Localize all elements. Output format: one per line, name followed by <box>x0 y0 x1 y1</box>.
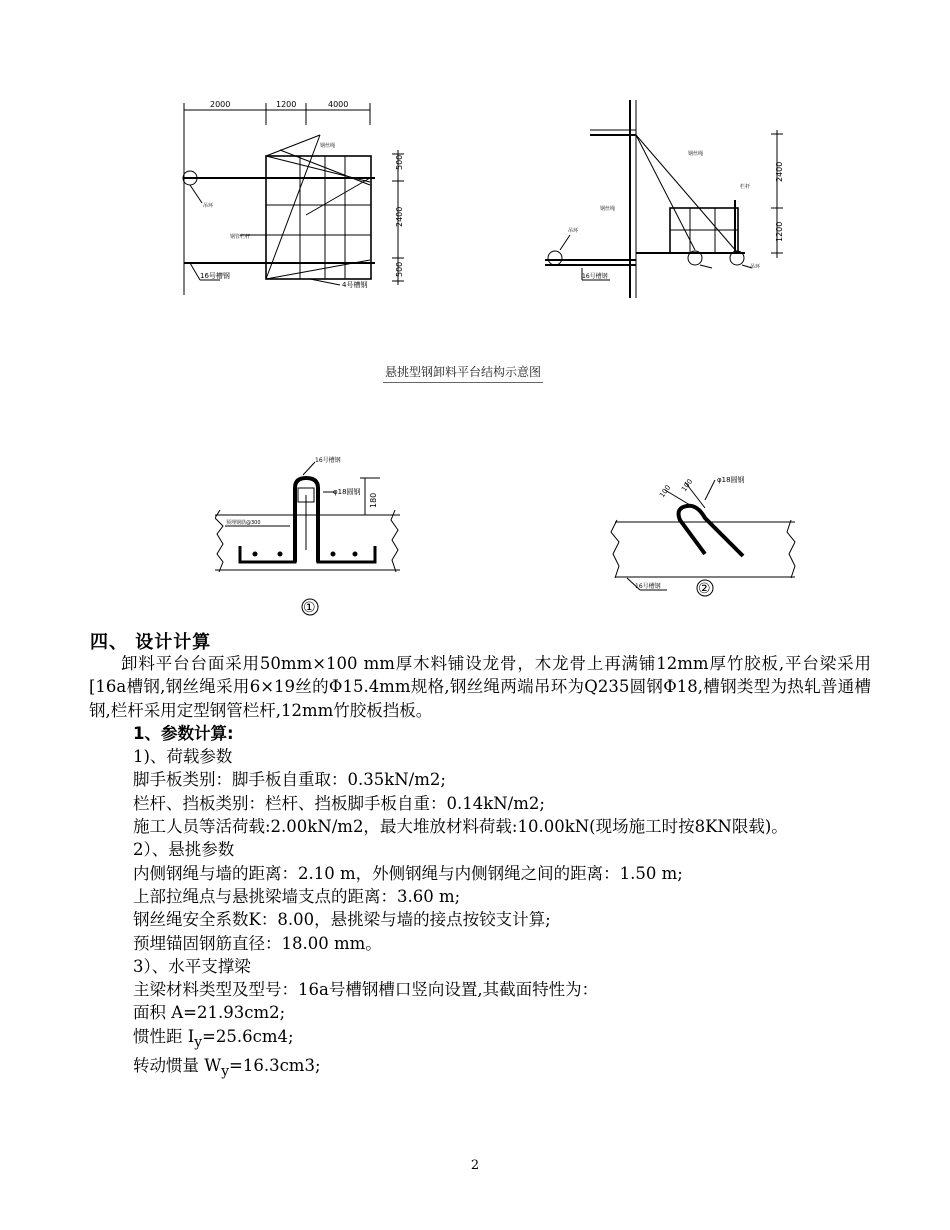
dim-top-1: 2000 <box>210 100 231 109</box>
dim-right-2: 1200 <box>775 221 784 242</box>
cant-line-3: 钢丝绳安全系数K：8.00，悬挑梁与墙的接点按铰支计算; <box>133 910 551 930</box>
beam-line-4: 转动惯量 $W_y=16.3cm3$; <box>133 1056 321 1080</box>
load-line-2: 栏杆、挡板类别：栏杆、挡板脚手板自重：0.14kN/m2; <box>133 793 545 813</box>
label-cable: 钢丝绳 <box>688 151 704 157</box>
label-round-bar: φ18圆钢 <box>333 488 361 496</box>
cant-line-2: 上部拉绳点与悬挑梁墙支点的距离：3.60 m; <box>133 886 461 906</box>
detail-2-drawing <box>605 470 800 605</box>
load-line-1: 脚手板类别：脚手板自重取：0.35kN/m2; <box>133 770 446 790</box>
sub-heading: 1、参数计算: <box>133 723 234 743</box>
beam-line-2: 面积 A=21.93cm2; <box>133 1003 286 1023</box>
cant-title: 2）、悬挑参数 <box>133 840 235 860</box>
body-text <box>89 652 871 1084</box>
section-heading: 四、 设计计算 <box>90 632 212 653</box>
label-hoop: 吊环 <box>568 228 579 234</box>
label-channel16: 16号槽钢 <box>635 583 661 590</box>
detail-marker-1: ① <box>303 600 316 616</box>
beam-line-1: 主梁材料类型及型号：16a号槽钢槽口竖向设置,其截面特性为： <box>133 980 599 1000</box>
load-line-3: 施工人员等活荷载:2.00kN/m2，最大堆放材料荷载:10.00kN(现场施工时按8KN限载)。 <box>133 817 788 837</box>
label-round-bar: φ18圆钢 <box>717 476 745 484</box>
dim-right-1: 500 <box>395 154 404 170</box>
platform-section-drawing <box>540 100 790 305</box>
dim-100-b: 100 <box>680 477 695 494</box>
label-channel4: 4号槽钢 <box>342 281 368 289</box>
dim-right-2: 2400 <box>395 206 404 227</box>
label-hoop: 吊环 <box>203 203 214 209</box>
beam-title: 3）、水平支撑梁 <box>133 956 251 976</box>
figure-caption: 悬挑型钢卸料平台结构示意图 <box>383 364 543 383</box>
dim-right-1: 2400 <box>775 161 784 182</box>
cant-line-4: 预埋锚固钢筋直径：18.00 mm。 <box>133 933 382 953</box>
intro-paragraph: 卸料平台台面采用50mm×100 mm厚木料铺设龙骨，木龙骨上再满铺12mm厚竹胶板,平台梁采用[16a槽钢,钢丝绳采用6×19丝的Φ15.4mm规格,钢丝绳两端吊环为Q235圆钢Φ18,槽钢类型为热轧普通槽钢,栏杆采用定型钢管栏杆,12mm竹胶板挡板。 <box>89 654 871 720</box>
beam-line-3: 惯性距 $I_y=25.6cm4$; <box>133 1026 294 1051</box>
label-embedded-rebar: 预埋钢筋@300 <box>226 520 261 526</box>
detail-1-drawing <box>215 450 405 620</box>
cant-line-1: 内侧钢绳与墙的距离：2.10 m，外侧钢绳与内侧钢绳之间的距离：1.50 m; <box>133 863 683 883</box>
load-title: 1)、荷载参数 <box>133 747 233 767</box>
dim-right-3: 500 <box>395 261 404 277</box>
dim-top-3: 4000 <box>328 100 349 109</box>
detail-marker-2: ② <box>698 581 711 597</box>
label-cable-2: 钢丝绳 <box>600 206 616 212</box>
page-number: 2 <box>470 1158 480 1173</box>
label-railing: 栏杆 <box>740 184 751 190</box>
dim-100-a: 100 <box>658 483 673 500</box>
label-channel16: 16号槽钢 <box>582 273 608 280</box>
dim-180: 180 <box>369 492 378 508</box>
label-cable: 钢丝绳 <box>320 143 336 149</box>
label-channel16: 16号槽钢 <box>315 457 341 464</box>
platform-plan-drawing <box>170 95 420 310</box>
label-channel16: 16号槽钢 <box>200 272 230 280</box>
label-hoop-2: 吊环 <box>750 264 761 270</box>
label-railing: 钢管栏杆 <box>230 234 251 240</box>
dim-top-2: 1200 <box>276 100 297 109</box>
